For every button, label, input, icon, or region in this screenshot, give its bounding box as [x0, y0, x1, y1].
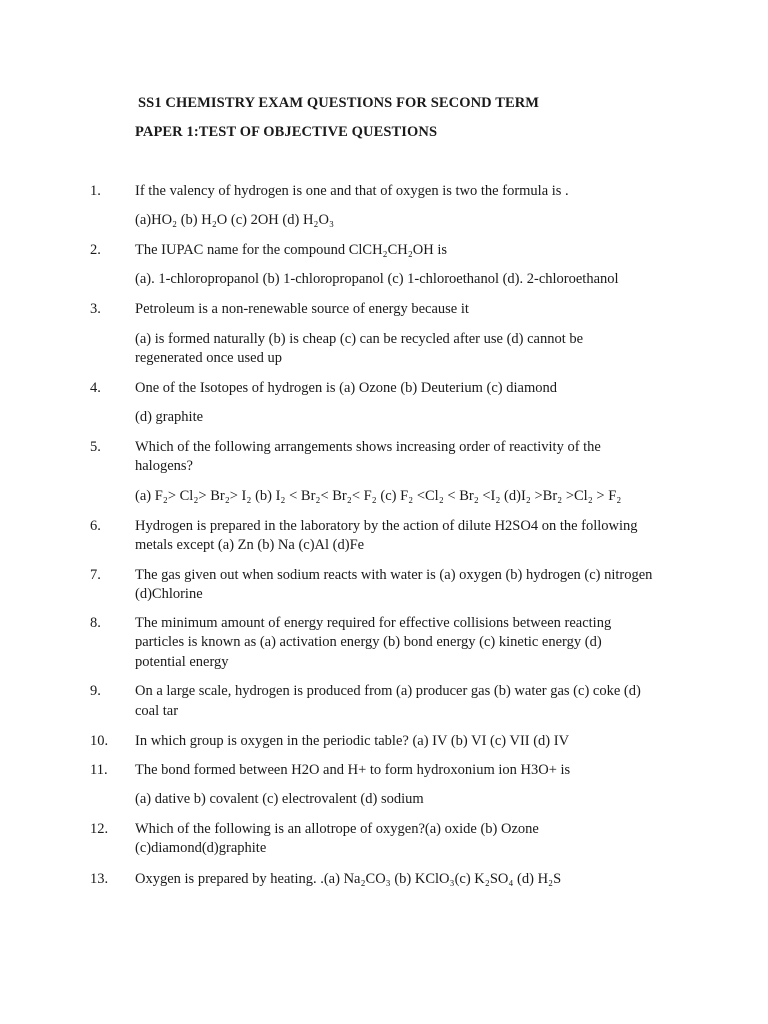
question-text: potential energy: [135, 654, 229, 670]
question-text: Oxygen is prepared by heating. .(a) Na₂CO₃ (b) KClO₃(c) K₂SO₄ (d) H₂S: [135, 871, 562, 887]
question-text: In which group is oxygen in the periodic table? (a) IV (b) VI (c) VII (d) IV: [135, 733, 570, 749]
question-number: 4.: [90, 380, 101, 396]
question-text: Petroleum is a non-renewable source of energy because it: [135, 301, 469, 317]
question-options: regenerated once used up: [135, 350, 282, 366]
question-number: 2.: [90, 242, 101, 258]
question-text: Which of the following is an allotrope of oxygen?(a) oxide (b) Ozone: [135, 821, 539, 837]
question-text: coal tar: [135, 703, 179, 719]
question-text: (c)diamond(d)graphite: [135, 840, 267, 856]
question-number: 5.: [90, 439, 101, 455]
question-text: If the valency of hydrogen is one and that of oxygen is two the formula is .: [135, 183, 569, 199]
question-number: 8.: [90, 615, 101, 631]
question-number: 6.: [90, 518, 101, 534]
question-text: particles is known as (a) activation energy (b) bond energy (c) kinetic energy (d): [135, 634, 602, 650]
question-text: The gas given out when sodium reacts with water is (a) oxygen (b) hydrogen (c) nitrogen: [135, 567, 653, 583]
question-number: 12.: [90, 821, 109, 837]
question-text: The minimum amount of energy required for effective collisions between reacting: [135, 615, 612, 631]
question-options: (a). 1-chloropropanol (b) 1-chloropropanol (c) 1-chloroethanol (d). 2-chloroethanol: [135, 271, 619, 287]
question-text: metals except (a) Zn (b) Na (c)Al (d)Fe: [135, 537, 365, 553]
question-text: The IUPAC name for the compound ClCH₂CH₂OH is: [135, 242, 448, 258]
question-text: On a large scale, hydrogen is produced from (a) producer gas (b) water gas (c) coke (d): [135, 683, 641, 699]
question-text: The bond formed between H2O and H+ to form hydroxonium ion H3O+ is: [135, 762, 571, 778]
question-number: 9.: [90, 683, 101, 699]
question-options: (d) graphite: [135, 409, 204, 425]
question-text: Which of the following arrangements shows increasing order of reactivity of the: [135, 439, 601, 455]
question-number: 13.: [90, 871, 109, 887]
question-number: 1.: [90, 183, 101, 199]
question-options: (a)HO₂ (b) H₂O (c) 2OH (d) H₂O₃: [135, 212, 334, 228]
question-text: Hydrogen is prepared in the laboratory by the action of dilute H2SO4 on the following: [135, 518, 638, 534]
question-options: (a) dative b) covalent (c) electrovalent (d) sodium: [135, 791, 424, 807]
question-options: (a) F₂> Cl₂> Br₂> I₂ (b) I₂ < Br₂< Br₂< F₂ (c) F₂ <Cl₂ < Br₂ <I₂ (d)I₂ >Br₂ >Cl₂ > F₂: [135, 488, 622, 504]
question-options: (a) is formed naturally (b) is cheap (c) can be recycled after use (d) cannot be: [135, 331, 584, 347]
question-text: halogens?: [135, 458, 193, 474]
page-subtitle: PAPER 1:TEST OF OBJECTIVE QUESTIONS: [135, 124, 438, 140]
question-number: 3.: [90, 301, 101, 317]
page-title: SS1 CHEMISTRY EXAM QUESTIONS FOR SECOND TERM: [138, 95, 540, 111]
question-number: 11.: [90, 762, 108, 778]
question-text: (d)Chlorine: [135, 586, 203, 602]
question-number: 7.: [90, 567, 101, 583]
question-text: One of the Isotopes of hydrogen is (a) Ozone (b) Deuterium (c) diamond: [135, 380, 557, 396]
question-number: 10.: [90, 733, 109, 749]
